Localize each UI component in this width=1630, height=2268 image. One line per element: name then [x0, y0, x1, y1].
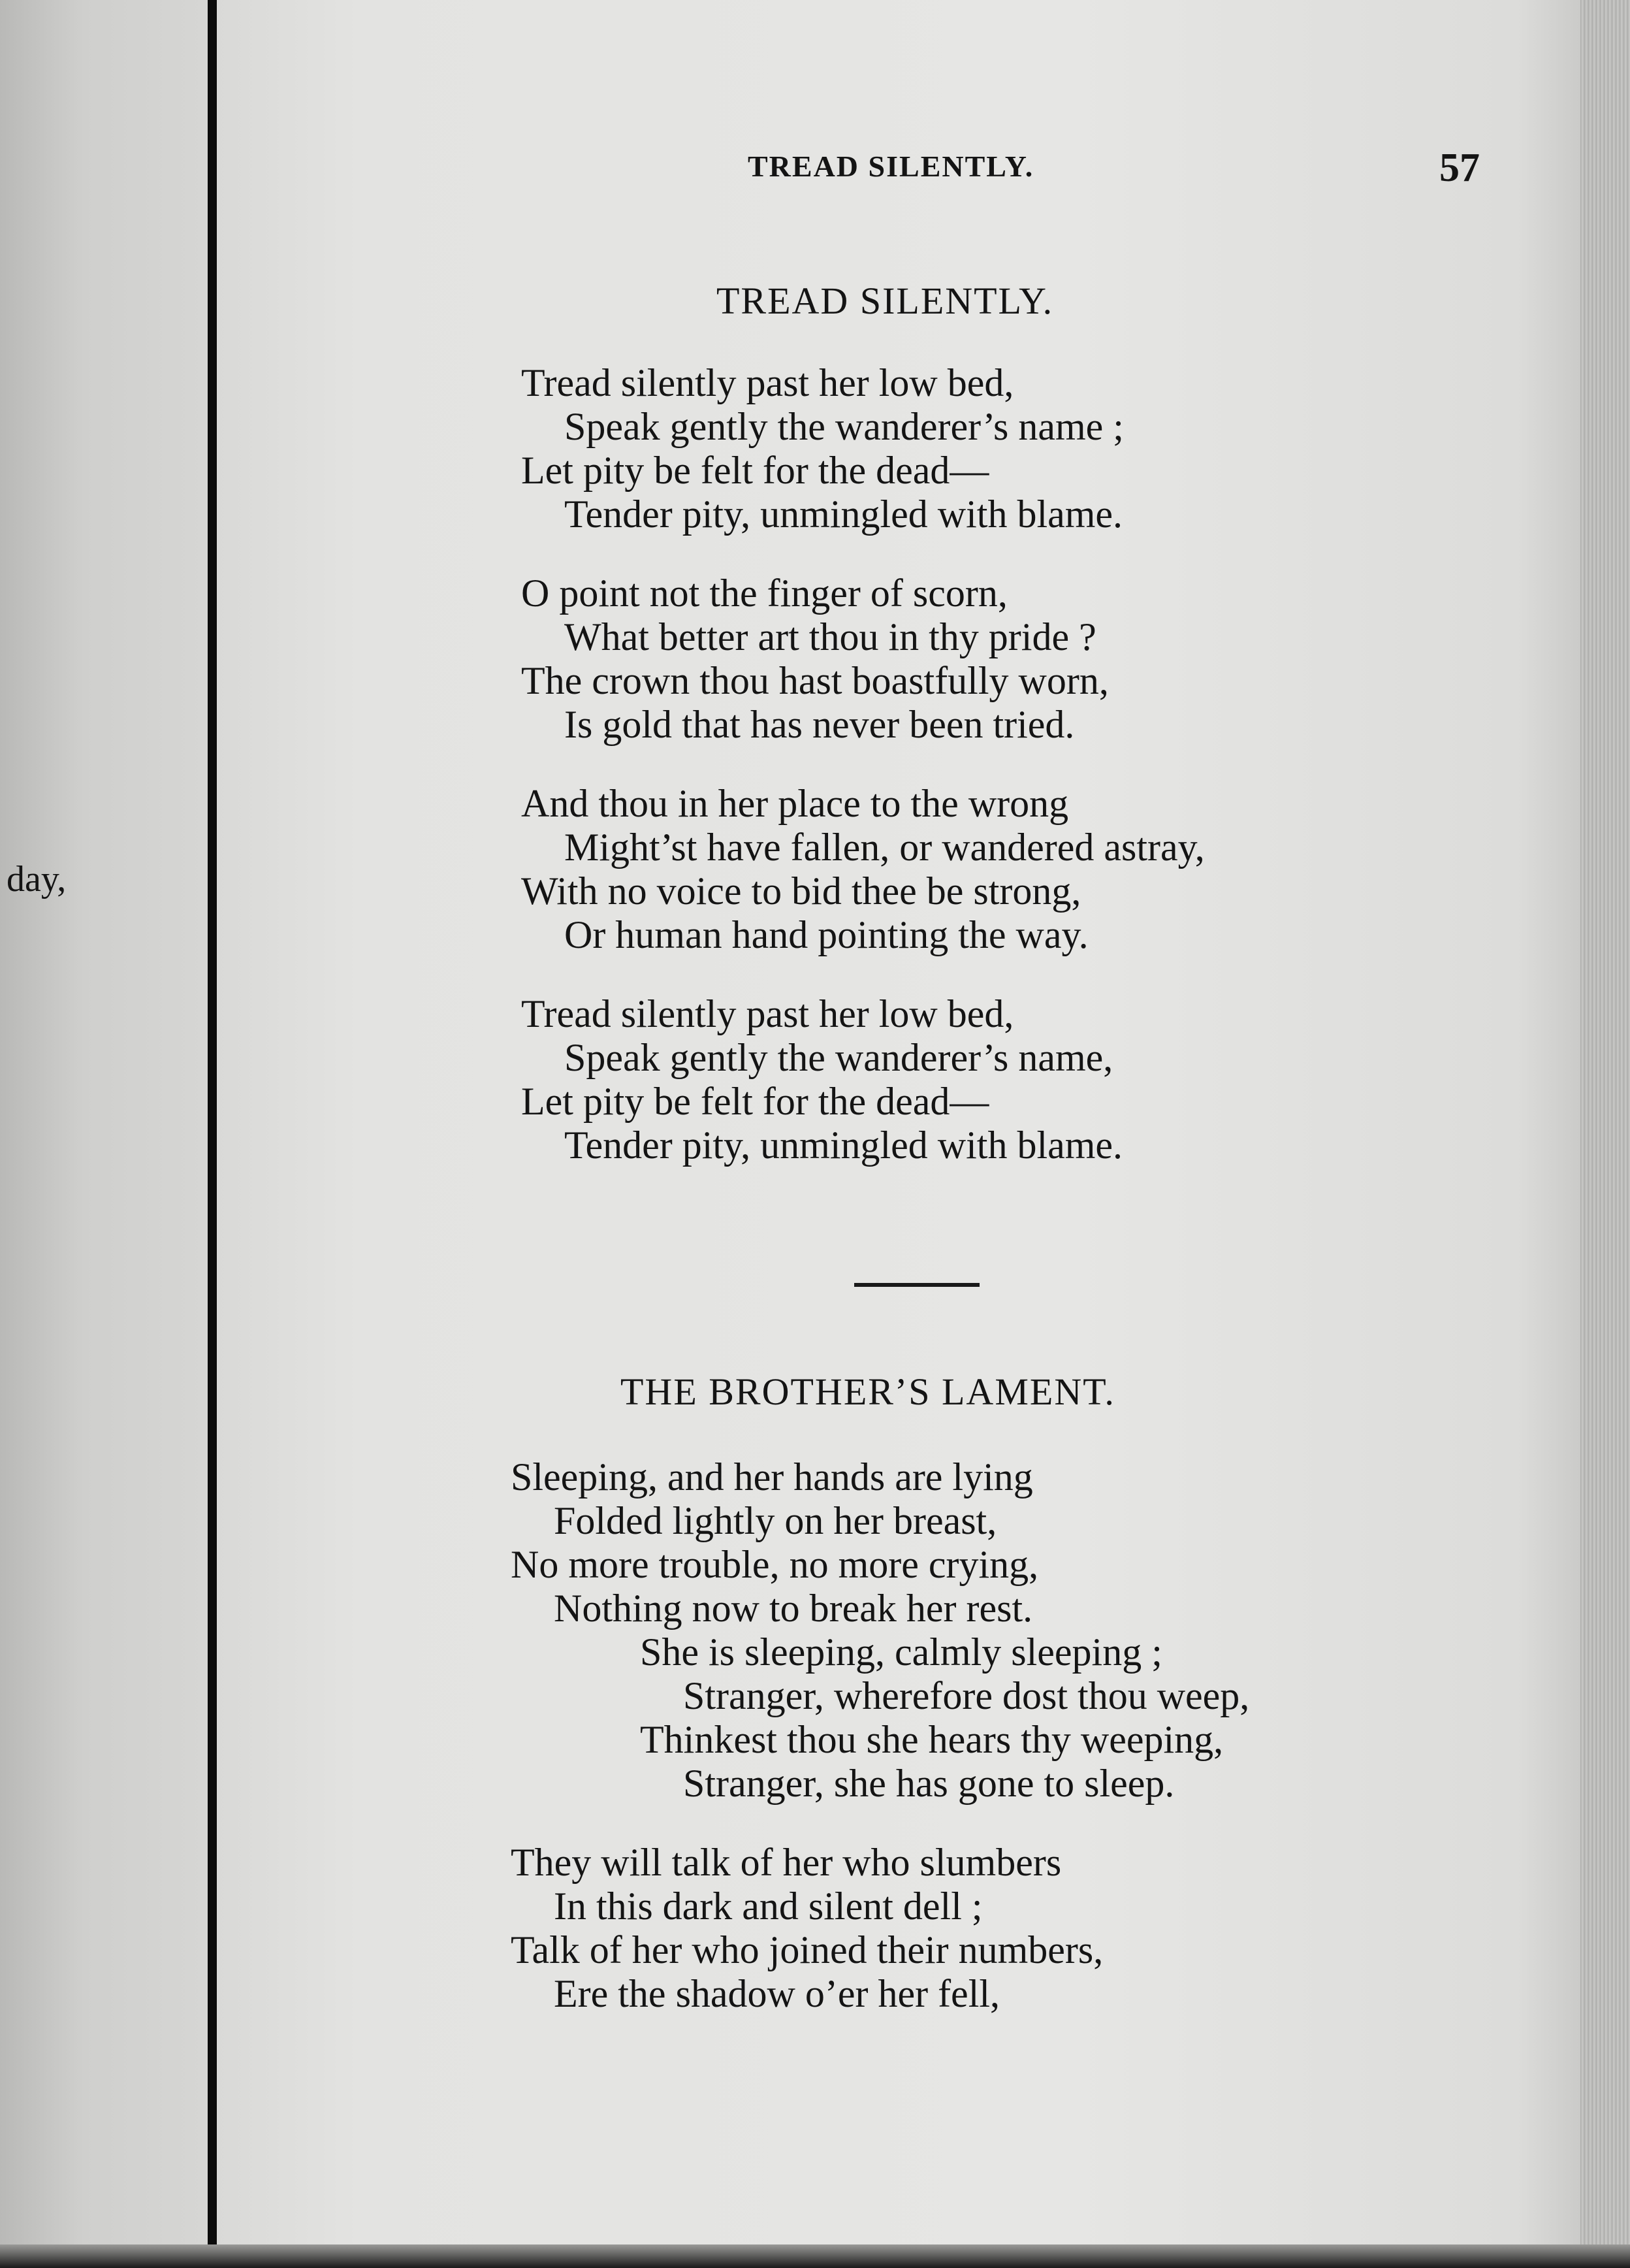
poem-line: Ere the shadow o’er her fell, [554, 1972, 1000, 2015]
stanza-break [521, 536, 1205, 572]
poem-tread-silently [521, 361, 1205, 1167]
left-page [0, 0, 208, 2268]
poem-title-brothers-lament: THE BROTHER’S LAMENT. [620, 1370, 1115, 1413]
poem-line: Let pity be felt for the dead— [521, 449, 989, 492]
poem-line: Speak gently the wanderer’s name, [564, 1036, 1113, 1079]
book-gutter [208, 0, 217, 2247]
poem-line: Tender pity, unmingled with blame. [564, 493, 1123, 536]
poem-line: Might’st have fallen, or wandered astray, [564, 826, 1205, 869]
page-number: 57 [1439, 146, 1480, 190]
poem-brothers-lament [511, 1455, 1249, 2016]
poem-line: Stranger, she has gone to sleep. [683, 1762, 1175, 1805]
poem-line: Sleeping, and her hands are lying [511, 1455, 1033, 1498]
poem-line: O point not the finger of scorn, [521, 572, 1008, 615]
poem-line: They will talk of her who slumbers [511, 1841, 1062, 1884]
poem-line: Tread silently past her low bed, [521, 361, 1014, 404]
poem-line: Nothing now to break her rest. [554, 1587, 1033, 1630]
poem-line: With no voice to bid thee be strong, [521, 869, 1081, 913]
poem-line: Thinkest thou she hears thy weeping, [640, 1718, 1224, 1761]
poem-title-tread-silently: TREAD SILENTLY. [716, 280, 1054, 322]
poem-line: What better art thou in thy pride ? [564, 615, 1096, 658]
stanza-break [521, 747, 1205, 782]
poem-line: Tender pity, unmingled with blame. [564, 1124, 1123, 1167]
stanza-break [521, 957, 1205, 992]
stanza-break [511, 1806, 1249, 1841]
bottom-shadow [0, 2244, 1630, 2268]
poem-line: The crown thou hast boastfully worn, [521, 659, 1109, 702]
poem-line: No more trouble, no more crying, [511, 1543, 1039, 1586]
running-head: TREAD SILENTLY. [748, 150, 1034, 183]
poem-line: In this dark and silent dell ; [554, 1885, 983, 1928]
page-edges [1580, 0, 1630, 2268]
poem-line: Stranger, wherefore dost thou weep, [683, 1674, 1250, 1717]
poem-line: Or human hand pointing the way. [564, 913, 1089, 956]
section-divider [854, 1283, 980, 1287]
poem-line: Tread silently past her low bed, [521, 992, 1014, 1035]
poem-line: Is gold that has never been tried. [564, 703, 1075, 746]
poem-line: Talk of her who joined their numbers, [511, 1928, 1104, 1971]
poem-line: And thou in her place to the wrong [521, 782, 1069, 825]
poem-line: Speak gently the wanderer’s name ; [564, 405, 1124, 448]
left-page-edge-text: day, [7, 859, 67, 899]
poem-line: Let pity be felt for the dead— [521, 1080, 989, 1123]
poem-line: She is sleeping, calmly sleeping ; [640, 1630, 1162, 1674]
poem-line: Folded lightly on her breast, [554, 1499, 997, 1542]
